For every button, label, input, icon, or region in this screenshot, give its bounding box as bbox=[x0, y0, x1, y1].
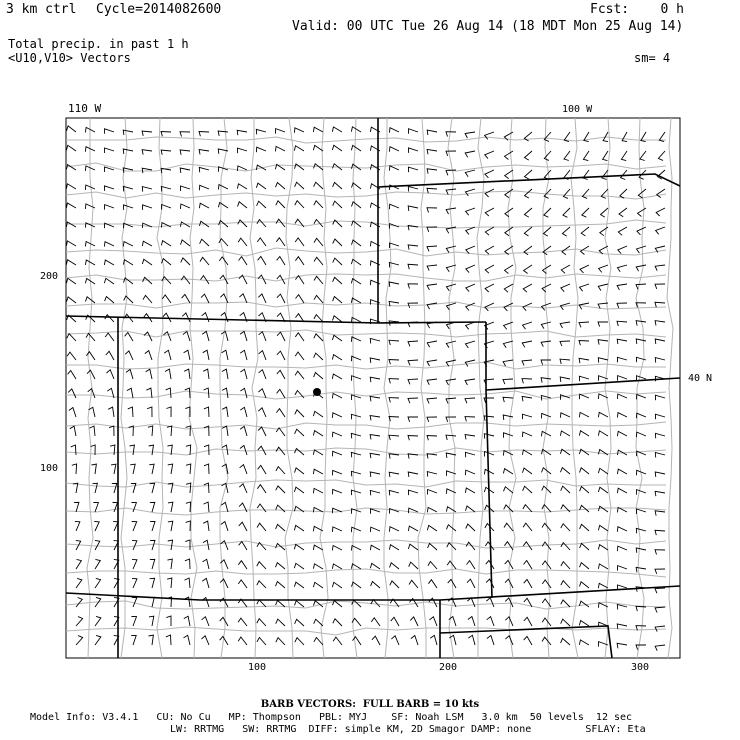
lon-label-100w: 100 W bbox=[562, 104, 593, 115]
station-marker bbox=[313, 388, 321, 396]
model-info-line2: LW: RRTMG SW: RRTMG DIFF: simple KM, 2D Smagor DAMP: none SFLAY: Eta bbox=[170, 724, 646, 735]
x-tick-200: 200 bbox=[439, 662, 458, 673]
model-info-line1: Model Info: V3.4.1 CU: No Cu MP: Thompson PBL: MYJ SF: Noah LSM 3.0 km 50 levels 12 sec bbox=[30, 712, 633, 723]
valid-time: Valid: 00 UTC Tue 26 Aug 14 (18 MDT Mon 25 Aug 14) bbox=[292, 19, 684, 34]
lon-label-110w: 110 W bbox=[68, 102, 102, 115]
x-tick-100: 100 bbox=[248, 662, 267, 673]
barb-legend: BARB VECTORS: FULL BARB = 10 kts bbox=[260, 699, 480, 710]
smoothing-label: sm= 4 bbox=[634, 51, 671, 65]
model-name: 3 km ctrl bbox=[6, 2, 77, 17]
cycle-label: Cycle=2014082600 bbox=[96, 2, 222, 17]
vector-title: <U10,V10> Vectors bbox=[8, 51, 131, 65]
lat-label-40n: 40 N bbox=[688, 373, 713, 384]
field-title: Total precip. in past 1 h bbox=[8, 37, 189, 51]
x-tick-300: 300 bbox=[631, 662, 650, 673]
y-tick-100: 100 bbox=[40, 463, 59, 474]
forecast-hour: Fcst: 0 h bbox=[590, 2, 684, 17]
y-tick-200: 200 bbox=[40, 271, 59, 282]
